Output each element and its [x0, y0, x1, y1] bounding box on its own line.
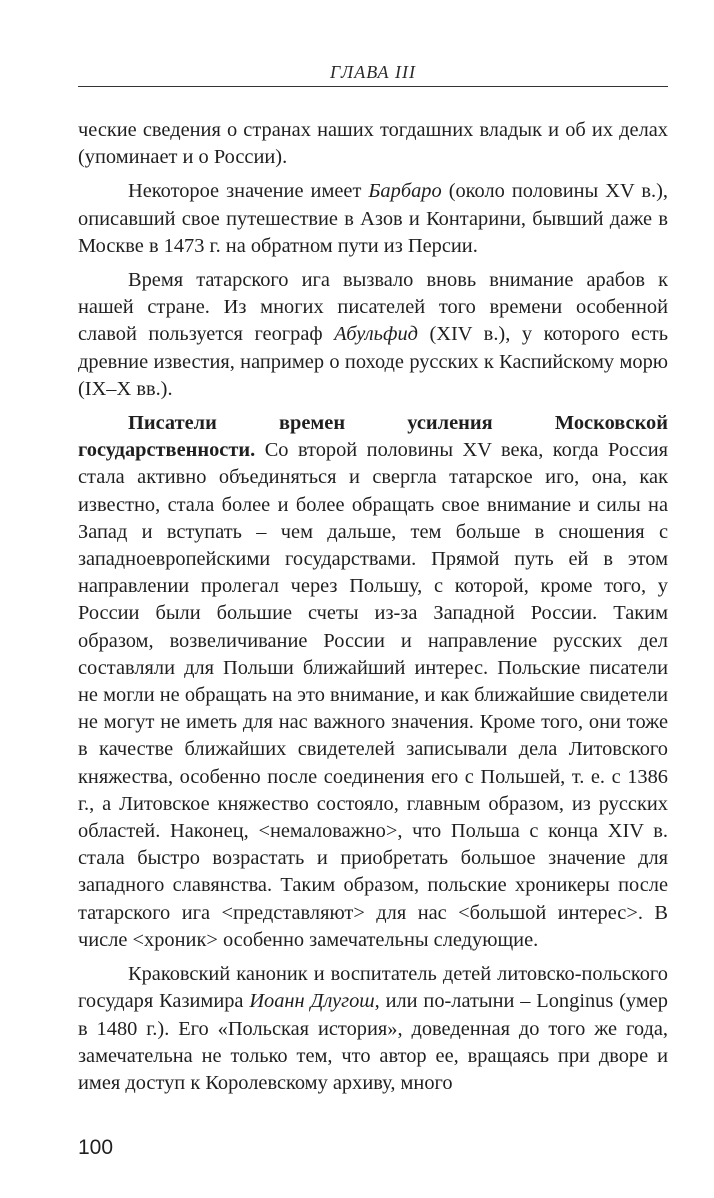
text-run: (около половины XV в.), описавший свое путешествие в Азов и Контарини, бывший даже в Москве в 1473 г. на обратном пути из Персии. [78, 180, 668, 257]
text-run: (XIV в.), у которого есть древние известия, например о походе русских к Каспийскому морю (IX–X вв.). [78, 323, 668, 400]
italic-run: Абульфид [334, 323, 418, 346]
text-run: Со второй половины XV века, когда Россия стала активно объединяться и свергла татарское иго, она, как известно, стала более и более обращать свое внимание и силы на Запад и вступать – чем дальше, тем больше в сношения с западноевропейскими государствами. Прямой путь ей в этом направлении пролегал через Польшу, с которой, кроме того, у России были большие счеты из-за Западной России. Таким образом, возвеличивание России и направление русских дел составляли для Польши ближайший интерес. Польские писатели не могли не обращать на это внимание, и как ближайшие свидетели не могут не иметь для нас важного значения. Кроме того, они тоже в качестве ближайших свидетелей записывали дела Литовского княжества, особенно после соединения его с Польшей, т. е. с 1386 г., а Литовское княжество состояло, главным образом, из русских областей. Наконец, <немаловажно>, что Польша с конца XIV в. стала быстро возрастать и приобретать большое значение для западного славянства. Таким образом, польские хроникеры после татарского ига <представляют> для нас <большой интерес>. В числе <хроник> особенно замечательны следующие. [78, 439, 668, 951]
header-rule [78, 86, 668, 87]
paragraph [78, 178, 668, 260]
text-run: Время татарского ига вызвало вновь внимание арабов к нашей стране. Из многих писателей того времени особенной славой пользуется географ [78, 269, 668, 346]
italic-run: Иоанн Длугош [249, 990, 375, 1013]
text-run: , или по-латыни – Longinus (умер в 1480 г.). Его «Польская история», доведенная до того же года, замечательна не только тем, что автор ее, вращаясь при дворе и имея доступ к Королевскому архиву, много [78, 990, 668, 1094]
text-run: ческие сведения о странах наших тогдашних владык и об их делах (упоминает и о России). [78, 119, 668, 169]
paragraph [78, 267, 668, 403]
page-number: 100 [78, 1136, 114, 1159]
italic-run: Барбаро [368, 180, 442, 203]
text-run: Некоторое значение имеет [128, 180, 369, 203]
body-text [78, 117, 668, 1097]
running-header-chapter: ГЛАВА III [330, 62, 416, 82]
bold-run: Писатели времен усиления Московской государственности. [78, 412, 668, 462]
paragraph [78, 961, 668, 1097]
text-run: Краковский каноник и воспитатель детей литовско-польского государя Казимира [78, 963, 668, 1013]
paragraph [78, 117, 668, 171]
paragraph [78, 410, 668, 954]
